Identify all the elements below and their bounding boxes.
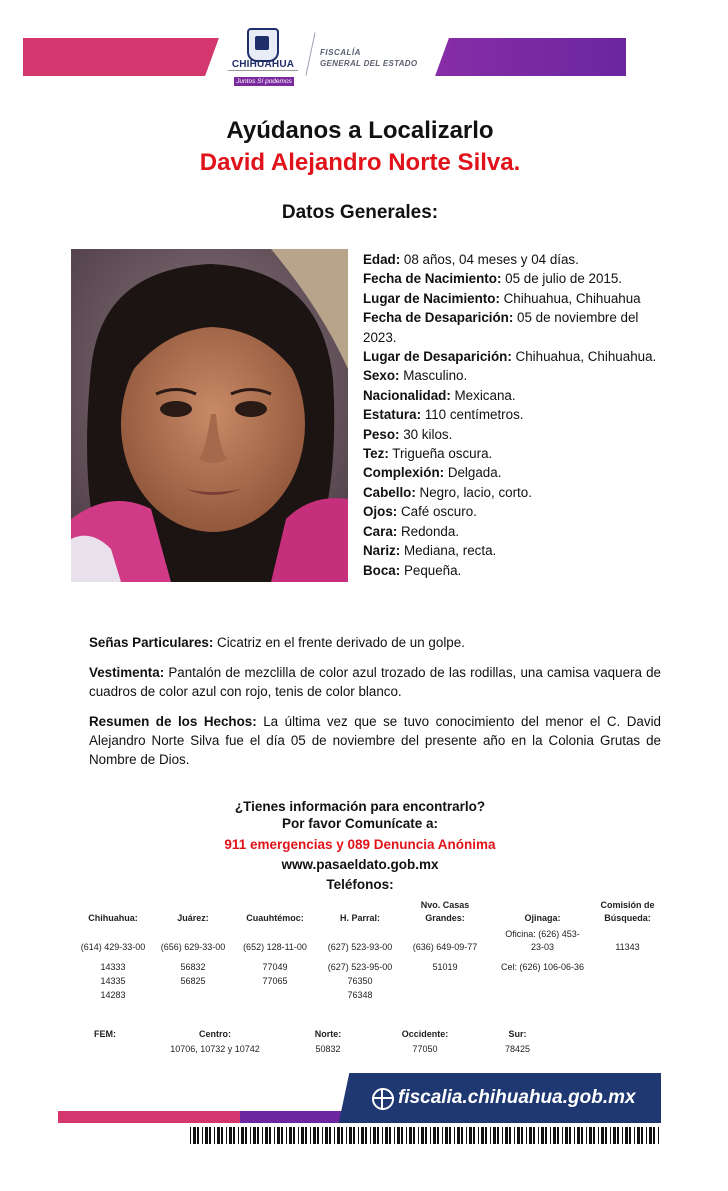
detail-label: Complexión: bbox=[363, 465, 445, 481]
missing-person-photo bbox=[71, 249, 348, 582]
phone-value: 76350 bbox=[347, 976, 373, 986]
general-data-list bbox=[363, 250, 663, 580]
detail-label: Lugar de Nacimiento: bbox=[363, 290, 500, 306]
col-header-cuauhtemoc: Cuauhtémoc: bbox=[246, 913, 304, 923]
fem-norte-header: Norte: bbox=[314, 1029, 342, 1039]
phone-value: 14335 bbox=[100, 976, 126, 986]
phones-title: Teléfonos: bbox=[326, 877, 394, 892]
emergency-numbers: 911 emergencias y 089 Denuncia Anónima bbox=[224, 837, 496, 852]
detail-lugar-nacimiento bbox=[363, 289, 663, 308]
logo-tagline: Juntos Sí podemos bbox=[234, 77, 294, 86]
detail-sexo bbox=[363, 366, 663, 385]
senas-particulares bbox=[89, 633, 661, 652]
detail-complexion bbox=[363, 463, 663, 482]
col-header-comision-1: Comisión de bbox=[600, 900, 655, 910]
phone-value: 51019 bbox=[432, 962, 458, 972]
detail-label: Edad: bbox=[363, 252, 401, 267]
detail-value: Café oscuro. bbox=[397, 504, 477, 520]
phone-value: (636) 649-09-77 bbox=[412, 942, 478, 952]
footer-url[interactable]: fiscalia.chihuahua.gob.mx bbox=[398, 1087, 636, 1108]
detail-value: Chihuahua, Chihuahua bbox=[499, 290, 641, 306]
page-title: Ayúdanos a Localizarlo bbox=[226, 117, 494, 144]
resumen-label: Resumen de los Hechos: bbox=[89, 714, 257, 729]
detail-label: Cabello: bbox=[363, 484, 416, 500]
phone-value: 14283 bbox=[100, 990, 126, 1000]
detail-value: 30 kilos. bbox=[399, 426, 453, 442]
resumen-hechos bbox=[89, 712, 661, 769]
detail-nariz bbox=[363, 541, 663, 560]
detail-label: Sexo: bbox=[363, 368, 400, 384]
detail-value: Delgada. bbox=[444, 465, 502, 481]
detail-label: Ojos: bbox=[363, 504, 398, 520]
detail-label: Fecha de Desaparición: bbox=[363, 310, 514, 326]
col-header-chihuahua: Chihuahua: bbox=[88, 913, 138, 923]
fem-occidente-header: Occidente: bbox=[401, 1029, 449, 1039]
phone-value: (614) 429-33-00 bbox=[80, 942, 146, 952]
detail-value: Mexicana. bbox=[450, 387, 516, 403]
phone-value: Cel: (626) 106-06-36 bbox=[500, 962, 585, 972]
vestimenta-label: Vestimenta: bbox=[89, 665, 165, 680]
detail-cabello bbox=[363, 483, 663, 502]
fem-norte-value: 50832 bbox=[315, 1044, 341, 1054]
detail-label: Fecha de Nacimiento: bbox=[363, 271, 502, 287]
detail-fecha-desaparicion bbox=[363, 308, 663, 347]
fem-centro-header: Centro: bbox=[199, 1029, 231, 1039]
detail-cara bbox=[363, 522, 663, 541]
resumen-value: La última vez que se tuvo conocimiento del menor el C. David Alejandro Norte Silva fue el día 05 de noviembre del presente año en la Colonia Grutas de Nombre de Dios. bbox=[89, 714, 661, 767]
detail-value: Trigueña oscura. bbox=[388, 446, 493, 462]
detail-value: Pequeña. bbox=[400, 562, 462, 578]
detail-tez bbox=[363, 444, 663, 463]
detail-fecha-nacimiento bbox=[363, 269, 663, 288]
phone-value: 77065 bbox=[262, 976, 288, 986]
missing-person-name: David Alejandro Norte Silva. bbox=[199, 149, 521, 176]
section-title: Datos Generales: bbox=[281, 202, 439, 223]
globe-icon bbox=[372, 1088, 394, 1110]
col-header-parral: H. Parral: bbox=[339, 913, 381, 923]
vestimenta bbox=[89, 663, 661, 701]
detail-value: Negro, lacio, corto. bbox=[415, 484, 532, 500]
detail-value: 110 centímetros. bbox=[421, 407, 524, 423]
fem-centro-value: 10706, 10732 y 10742 bbox=[170, 1044, 260, 1054]
senas-value: Cicatriz en el frente derivado de un golpe. bbox=[213, 635, 465, 650]
senas-label: Señas Particulares: bbox=[89, 635, 214, 650]
fem-label: FEM: bbox=[94, 1029, 116, 1039]
phone-value: (627) 523-95-00 bbox=[327, 962, 393, 972]
detail-nacionalidad bbox=[363, 386, 663, 405]
phone-value: 56825 bbox=[180, 976, 206, 986]
detail-estatura bbox=[363, 405, 663, 424]
phone-value: (627) 523-93-00 bbox=[327, 942, 393, 952]
phone-value: 14333 bbox=[100, 962, 126, 972]
agency-line1: FISCALÍA bbox=[320, 48, 361, 57]
contact-call: Por favor Comunícate a: bbox=[281, 816, 439, 831]
phone-value: 77049 bbox=[262, 962, 288, 972]
detail-value: 08 años, 04 meses y 04 días. bbox=[400, 252, 579, 267]
agency-line2: GENERAL DEL ESTADO bbox=[320, 59, 418, 68]
detail-value: 05 de julio de 2015. bbox=[501, 271, 623, 287]
logo-text: CHIHUAHUA bbox=[231, 59, 295, 70]
fem-sur-value: 78425 bbox=[504, 1044, 531, 1054]
detail-peso bbox=[363, 425, 663, 444]
phone-value: Oficina: (626) 453- bbox=[505, 929, 580, 939]
detail-label: Nacionalidad: bbox=[363, 387, 451, 403]
detail-value: Masculino. bbox=[399, 368, 468, 384]
phone-value: 56832 bbox=[180, 962, 206, 972]
logo-divider bbox=[228, 70, 298, 77]
detail-value: Mediana, recta. bbox=[400, 543, 497, 559]
detail-label: Boca: bbox=[363, 562, 401, 578]
col-header-comision-2: Búsqueda: bbox=[604, 913, 651, 923]
vestimenta-value: Pantalón de mezclilla de color azul trozado de las rodillas, una camisa vaquera de cuadros de color azul con rojo, tenis de color blanco. bbox=[89, 665, 661, 699]
phone-value: (652) 128-11-00 bbox=[243, 942, 307, 952]
fem-sur-header: Sur: bbox=[508, 1029, 527, 1039]
website-link[interactable]: www.pasaeldato.gob.mx bbox=[281, 857, 439, 872]
footer-pink-bar bbox=[58, 1111, 248, 1123]
detail-edad bbox=[363, 250, 663, 269]
col-header-juarez: Juárez: bbox=[177, 913, 209, 923]
detail-label: Tez: bbox=[363, 446, 389, 462]
state-seal-icon bbox=[247, 28, 279, 62]
col-header-casas-2: Grandes: bbox=[425, 913, 465, 923]
contact-question: ¿Tienes información para encontrarlo? bbox=[234, 799, 486, 814]
phone-value: 76348 bbox=[347, 990, 373, 1000]
detail-label: Nariz: bbox=[363, 543, 401, 559]
fem-occidente-value: 77050 bbox=[412, 1044, 438, 1054]
detail-label: Lugar de Desaparición: bbox=[363, 349, 512, 365]
detail-value: Chihuahua, Chihuahua. bbox=[511, 349, 657, 365]
col-header-casas-1: Nvo. Casas bbox=[420, 900, 470, 910]
detail-ojos bbox=[363, 502, 663, 521]
detail-label: Cara: bbox=[363, 523, 398, 539]
detail-label: Estatura: bbox=[363, 407, 422, 423]
detail-lugar-desaparicion bbox=[363, 347, 663, 366]
barcode bbox=[190, 1127, 660, 1144]
detail-value: Redonda. bbox=[397, 523, 460, 539]
phone-value: 23-03 bbox=[530, 942, 555, 952]
phone-value: (656) 629-33-00 bbox=[160, 942, 226, 952]
detail-value: 05 de noviembre del 2023. bbox=[363, 310, 639, 345]
detail-boca bbox=[363, 561, 663, 580]
phone-value: 11343 bbox=[615, 942, 640, 952]
detail-label: Peso: bbox=[363, 426, 400, 442]
col-header-ojinaga: Ojinaga: bbox=[524, 913, 561, 923]
